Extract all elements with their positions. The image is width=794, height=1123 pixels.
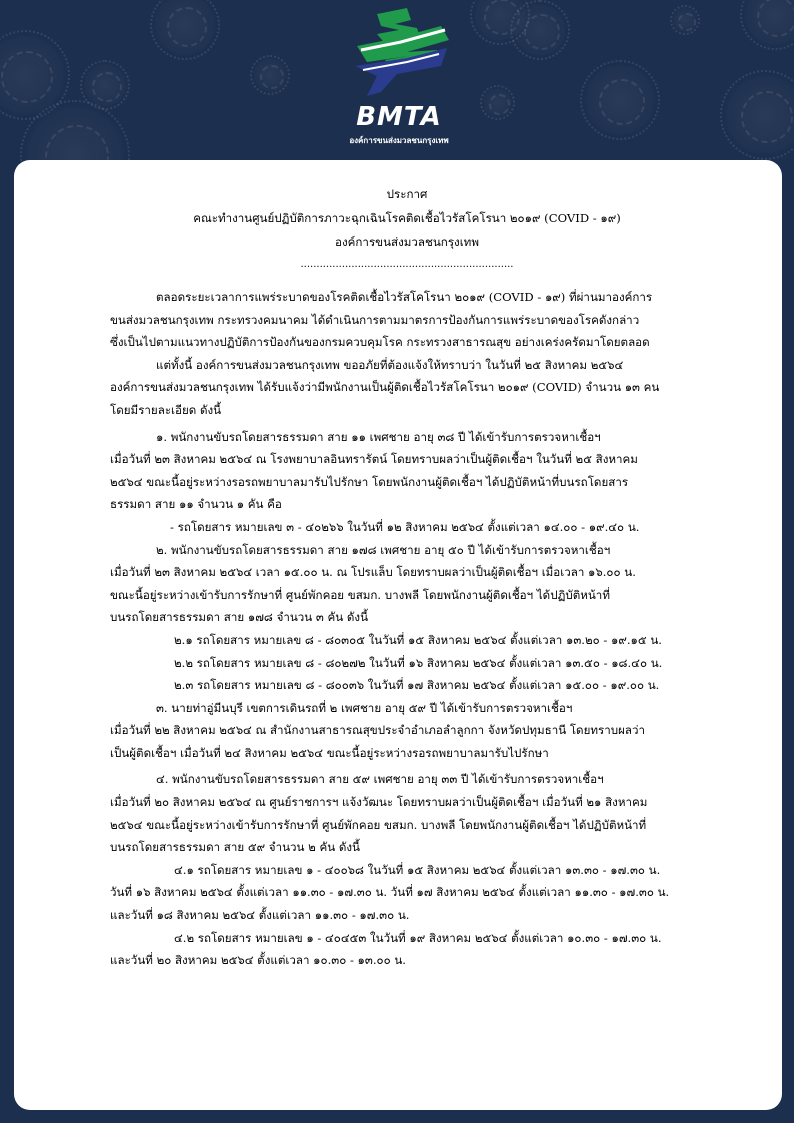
body-line: แต่ทั้งนี้ องค์การขนส่งมวลชนกรุงเทพ ขออภัยที่ต้องแจ้งให้ทราบว่า ในวันที่ ๒๕ สิงหาคม ๒๕๖๔ — [156, 357, 624, 372]
case-2-heading: ๒. พนักงานขับรถโดยสารธรรมดา สาย ๑๗๘ เพศชาย อายุ ๕๐ ปี ได้เข้ารับการตรวจหาเชื้อฯ — [156, 542, 611, 557]
virus-decoration — [720, 70, 794, 160]
bus-entry: ๔.๒ รถโดยสาร หมายเลข ๑ - ๔๐๔๕๓ ในวันที่ ๑๙ สิงหาคม ๒๕๖๔ ตั้งแต่เวลา ๑๐.๓๐ - ๑๗.๓๐ น. — [174, 930, 662, 945]
logo-subtitle: องค์การขนส่งมวลชนกรุงเทพ — [349, 136, 449, 145]
announcement-body — [110, 286, 712, 972]
body-line: องค์การขนส่งมวลชนกรุงเทพ ได้รับแจ้งว่ามีพนักงานเป็นผู้ติดเชื้อไวรัสโคโรนา ๒๐๑๙ (COVID) จำนวน ๑๓ คน — [110, 380, 660, 395]
virus-decoration — [150, 0, 220, 60]
body-line: วันที่ ๑๖ สิงหาคม ๒๕๖๔ ตั้งแต่เวลา ๑๑.๓๐ - ๑๗.๓๐ น. วันที่ ๑๗ สิงหาคม ๒๕๖๔ ตั้งแต่เวลา ๑๑.๓๐ - ๑๗.๓๐ น. — [110, 885, 670, 900]
body-line: เมื่อวันที่ ๒๒ สิงหาคม ๒๕๖๔ ณ สำนักงานสาธารณสุขประจำอำเภอลำลูกกา จังหวัดปทุมธานี โดยทราบผลว่า — [110, 723, 646, 738]
virus-decoration — [480, 85, 515, 120]
body-line: เมื่อวันที่ ๒๓ สิงหาคม ๒๕๖๔ เวลา ๑๕.๐๐ น. ณ โปรแล็บ โดยทราบผลว่าเป็นผู้ติดเชื้อฯ เมื่อเวลา ๑๖.๐๐ น. — [110, 565, 636, 580]
bus-entry: ๒.๒ รถโดยสาร หมายเลข ๘ - ๘๐๒๗๒ ในวันที่ ๑๖ สิงหาคม ๒๕๖๔ ตั้งแต่เวลา ๑๓.๕๐ - ๑๘.๔๐ น. — [174, 655, 663, 670]
logo-wordmark: BMTA — [356, 102, 442, 132]
body-line: และวันที่ ๒๐ สิงหาคม ๒๕๖๔ ตั้งแต่เวลา ๑๐.๓๐ - ๑๓.๐๐ น. — [110, 953, 406, 968]
virus-decoration — [740, 0, 794, 50]
case-3-heading: ๓. นายท่าอู่มีนบุรี เขตการเดินรถที่ ๒ เพศชาย อายุ ๕๙ ปี ได้เข้ารับการตรวจหาเชื้อฯ — [156, 700, 573, 715]
header-separator: ................................................................... — [300, 259, 514, 270]
body-line: ตลอดระยะเวลาการแพร่ระบาดของโรคติดเชื้อไวรัสโคโรนา ๒๐๑๙ (COVID - ๑๙) ที่ผ่านมาองค์การ — [156, 290, 653, 304]
announcement-title: ประกาศ — [386, 187, 428, 201]
body-line: ขณะนี้อยู่ระหว่างเข้ารับการรักษาที่ ศูนย์พักคอย ขสมก. บางพลี โดยพนักงานผู้ติดเชื้อฯ ได้ปฏิบัติหน้าที่ — [110, 587, 610, 602]
body-line: ๒๕๖๔ ขณะนี้อยู่ระหว่างเข้ารับการรักษาที่ ศูนย์พักคอย ขสมก. บางพลี โดยพนักงานผู้ติดเชื้อฯ ได้ปฏิบัติหน้าที่ — [110, 817, 647, 832]
body-line: บนรถโดยสารธรรมดา สาย ๑๗๘ จำนวน ๓ คัน ดังนี้ — [110, 610, 369, 625]
virus-decoration — [670, 5, 700, 35]
body-line: ธรรมดา สาย ๑๑ จำนวน ๑ คัน คือ — [110, 497, 282, 512]
bus-entry: ๒.๓ รถโดยสาร หมายเลข ๘ - ๘๐๐๓๖ ในวันที่ ๑๗ สิงหาคม ๒๕๖๔ ตั้งแต่เวลา ๑๕.๐๐ - ๑๙.๐๐ น. — [174, 678, 660, 693]
bmta-logo — [337, 6, 461, 146]
bmta-logo-icon — [337, 6, 461, 106]
announcement-committee: คณะทำงานศูนย์ปฏิบัติการภาวะฉุกเฉินโรคติดเชื้อไวรัสโคโรนา ๒๐๑๙ (COVID - ๑๙) — [193, 211, 621, 225]
virus-decoration — [580, 60, 660, 140]
body-line: ๒๕๖๔ ขณะนี้อยู่ระหว่างรอรถพยาบาลมารับไปรักษา โดยพนักงานผู้ติดเชื้อฯ ได้ปฏิบัติหน้าที่บนรถโดยสาร — [110, 474, 629, 489]
virus-decoration — [510, 0, 570, 60]
body-line: บนรถโดยสารธรรมดา สาย ๕๙ จำนวน ๒ คัน ดังนี้ — [110, 840, 360, 855]
announcement-card — [14, 160, 782, 1110]
body-line: โดยมีรายละเอียด ดังนี้ — [110, 402, 222, 417]
body-line: และวันที่ ๑๘ สิงหาคม ๒๕๖๔ ตั้งแต่เวลา ๑๑.๓๐ - ๑๗.๓๐ น. — [110, 908, 410, 923]
body-line: เมื่อวันที่ ๒๐ สิงหาคม ๒๕๖๔ ณ ศูนย์ราชการฯ แจ้งวัฒนะ โดยทราบผลว่าเป็นผู้ติดเชื้อฯ เมื่อวันที่ ๒๑ สิงหาคม — [110, 795, 648, 810]
virus-decoration — [250, 55, 290, 95]
body-line: ซึ่งเป็นไปตามแนวทางปฏิบัติการป้องกันของกรมควบคุมโรค กระทรวงสาธารณสุข อย่างเคร่งครัดมาโดยตลอด — [110, 335, 650, 350]
body-line: เมื่อวันที่ ๒๓ สิงหาคม ๒๕๖๔ ณ โรงพยาบาลอินทรารัตน์ โดยทราบผลว่าเป็นผู้ติดเชื้อฯ ในวันที่ ๒๕ สิงหาคม — [110, 452, 638, 467]
bus-entry: ๔.๑ รถโดยสาร หมายเลข ๑ - ๔๐๐๖๘ ในวันที่ ๑๕ สิงหาคม ๒๕๖๔ ตั้งแต่เวลา ๑๓.๓๐ - ๑๗.๓๐ น. — [174, 862, 661, 877]
body-line: เป็นผู้ติดเชื้อฯ เมื่อวันที่ ๒๔ สิงหาคม ๒๕๖๔ ขณะนี้อยู่ระหว่างรอรถพยาบาลมารับไปรักษา — [110, 745, 549, 760]
case-4-heading: ๔. พนักงานขับรถโดยสารธรรมดา สาย ๕๙ เพศชาย อายุ ๓๓ ปี ได้เข้ารับการตรวจหาเชื้อฯ — [156, 772, 604, 787]
announcement-org: องค์การขนส่งมวลชนกรุงเทพ — [335, 235, 479, 249]
body-line: ขนส่งมวลชนกรุงเทพ กระทรวงคมนาคม ได้ดำเนินการตามมาตรการป้องกันการแพร่ระบาดของโรคดังกล่าว — [110, 312, 640, 327]
announcement-header — [102, 182, 712, 254]
case-1-heading: ๑. พนักงานขับรถโดยสารธรรมดา สาย ๑๑ เพศชาย อายุ ๓๘ ปี ได้เข้ารับการตรวจหาเชื้อฯ — [156, 429, 601, 444]
bus-entry: ๒.๑ รถโดยสาร หมายเลข ๘ - ๘๐๓๐๕ ในวันที่ ๑๕ สิงหาคม ๒๕๖๔ ตั้งแต่เวลา ๑๓.๒๐ - ๑๙.๑๕ น. — [174, 632, 662, 647]
bus-entry: - รถโดยสาร หมายเลข ๓ - ๔๐๒๖๖ ในวันที่ ๑๒ สิงหาคม ๒๕๖๔ ตั้งแต่เวลา ๑๔.๐๐ - ๑๙.๔๐ น. — [170, 519, 640, 534]
